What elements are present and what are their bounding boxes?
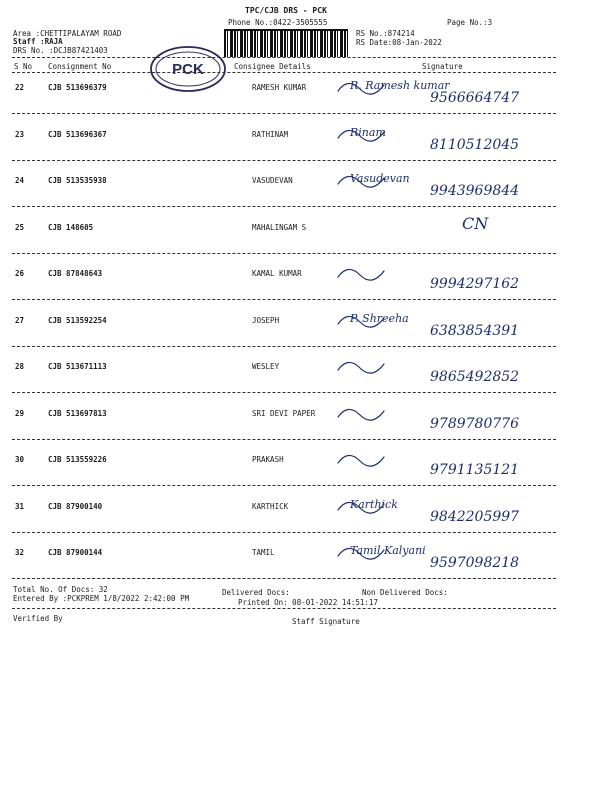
row-sno: 27: [15, 316, 25, 325]
row-divider: [12, 160, 556, 161]
signature-phone: 9842205997: [430, 509, 520, 525]
row-divider: [12, 206, 556, 207]
handwritten-signature: [330, 401, 560, 435]
row-consignee: KAMAL KUMAR: [252, 269, 302, 278]
row-sno: 25: [15, 223, 25, 232]
row-sno: 22: [15, 83, 25, 92]
row-consignee: SRI DEVI PAPER: [252, 409, 316, 418]
staff-label: Staff :RAJA: [13, 37, 63, 46]
row-consignee: PRAKASH: [252, 455, 284, 464]
signature-phone: 8110512045: [430, 137, 520, 153]
col-sno: S No: [14, 62, 33, 71]
report-title: TPC/CJB DRS - PCK: [245, 6, 327, 15]
row-consignment: CJB 148605: [48, 223, 94, 232]
signature-scribble: [338, 362, 384, 373]
divider: [12, 578, 556, 579]
signature-scribble: [338, 409, 384, 420]
signature-phone: 9597098218: [430, 555, 520, 571]
entered-by: Entered By :PCKPREM 1/8/2022 2:42:00 PM: [13, 594, 190, 603]
row-divider: [12, 113, 556, 114]
row-consignment: CJB 513592254: [48, 316, 107, 325]
row-divider: [12, 485, 556, 486]
row-consignee: TAMIL: [252, 548, 275, 557]
divider: [12, 608, 556, 609]
rs-number: RS No.:874214: [356, 29, 415, 38]
signature-name: R. Ramesh kumar: [350, 79, 450, 92]
area-label: Area :CHETTIPALAYAM ROAD: [13, 29, 122, 38]
row-divider: [12, 532, 556, 533]
signature-phone: 9943969844: [430, 183, 520, 199]
rs-date: RS Date:08-Jan-2022: [356, 38, 442, 47]
row-consignment: CJB 513671113: [48, 362, 107, 371]
row-consignment: CJB 513696367: [48, 130, 107, 139]
printed-on: Printed On: 08-01-2022 14:51:17: [238, 598, 378, 607]
staff-signature: Staff Signature: [292, 617, 360, 626]
divider: [12, 57, 556, 58]
total-docs: Total No. Of Docs: 32: [13, 585, 108, 594]
row-consignee: RAMESH KUMAR: [252, 83, 307, 92]
barcode: [224, 29, 348, 57]
row-consignment: CJB 513559226: [48, 455, 107, 464]
row-consignee: KARTHICK: [252, 502, 289, 511]
signature-name: Rinam: [350, 126, 386, 139]
handwritten-signature: [330, 494, 560, 528]
handwritten-signature: [330, 122, 560, 156]
signature-phone: 9865492852: [430, 369, 520, 385]
signature-name: P. Shreeha: [350, 312, 409, 325]
row-consignment: CJB 87900144: [48, 548, 103, 557]
handwritten-signature: [330, 168, 560, 202]
signature-name: CN: [462, 215, 489, 233]
delivered-docs: Delivered Docs:: [222, 588, 290, 597]
pck-stamp: [148, 44, 228, 94]
row-sno: 23: [15, 130, 25, 139]
handwritten-signature: [330, 261, 560, 295]
row-sno: 28: [15, 362, 25, 371]
row-sno: 24: [15, 176, 25, 185]
row-consignee: RATHINAM: [252, 130, 289, 139]
row-consignment: CJB 87848643: [48, 269, 103, 278]
row-consignment: CJB 513696379: [48, 83, 107, 92]
signature-name: Karthick: [350, 498, 398, 511]
verified-by: Verified By: [13, 614, 63, 623]
handwritten-signature: [330, 447, 560, 481]
row-sno: 32: [15, 548, 25, 557]
row-consignment: CJB 513535938: [48, 176, 107, 185]
signature-phone: 9566664747: [430, 90, 520, 106]
row-divider: [12, 346, 556, 347]
row-divider: [12, 299, 556, 300]
signature-scribble: [338, 269, 384, 280]
phone-number: Phone No.:0422-3505555: [228, 18, 328, 27]
row-consignee: JOSEPH: [252, 316, 280, 325]
row-consignee: VASUDEVAN: [252, 176, 293, 185]
col-consignee: Consignee Details: [234, 62, 311, 71]
row-sno: 26: [15, 269, 25, 278]
row-divider: [12, 439, 556, 440]
handwritten-signature: [330, 308, 560, 342]
signature-phone: 6383854391: [430, 323, 520, 339]
row-sno: 30: [15, 455, 25, 464]
row-consignee: MAHALINGAM S: [252, 223, 307, 232]
handwritten-signature: [330, 354, 560, 388]
svg-text:PCK: PCK: [172, 61, 204, 78]
divider: [12, 72, 556, 73]
drs-number: DRS No. :DCJB87421403: [13, 46, 108, 55]
row-consignee: WESLEY: [252, 362, 280, 371]
row-consignment: CJB 513697813: [48, 409, 107, 418]
handwritten-signature: [330, 75, 560, 109]
handwritten-signature: [330, 215, 560, 249]
handwritten-signature: [330, 540, 560, 574]
row-divider: [12, 392, 556, 393]
col-signature: Signature: [422, 62, 463, 71]
row-divider: [12, 253, 556, 254]
signature-name: Vasudevan: [350, 172, 410, 185]
row-sno: 31: [15, 502, 25, 511]
page-number: Page No.:3: [447, 18, 493, 27]
non-delivered-docs: Non Delivered Docs:: [362, 588, 448, 597]
signature-scribble: [338, 455, 384, 466]
col-consignment: Consignment No: [48, 62, 112, 71]
signature-phone: 9791135121: [430, 462, 520, 478]
row-sno: 29: [15, 409, 25, 418]
row-consignment: CJB 87900140: [48, 502, 103, 511]
signature-phone: 9789780776: [430, 416, 520, 432]
signature-name: Tamil Kalyani: [350, 544, 426, 557]
signature-phone: 9994297162: [430, 276, 520, 292]
